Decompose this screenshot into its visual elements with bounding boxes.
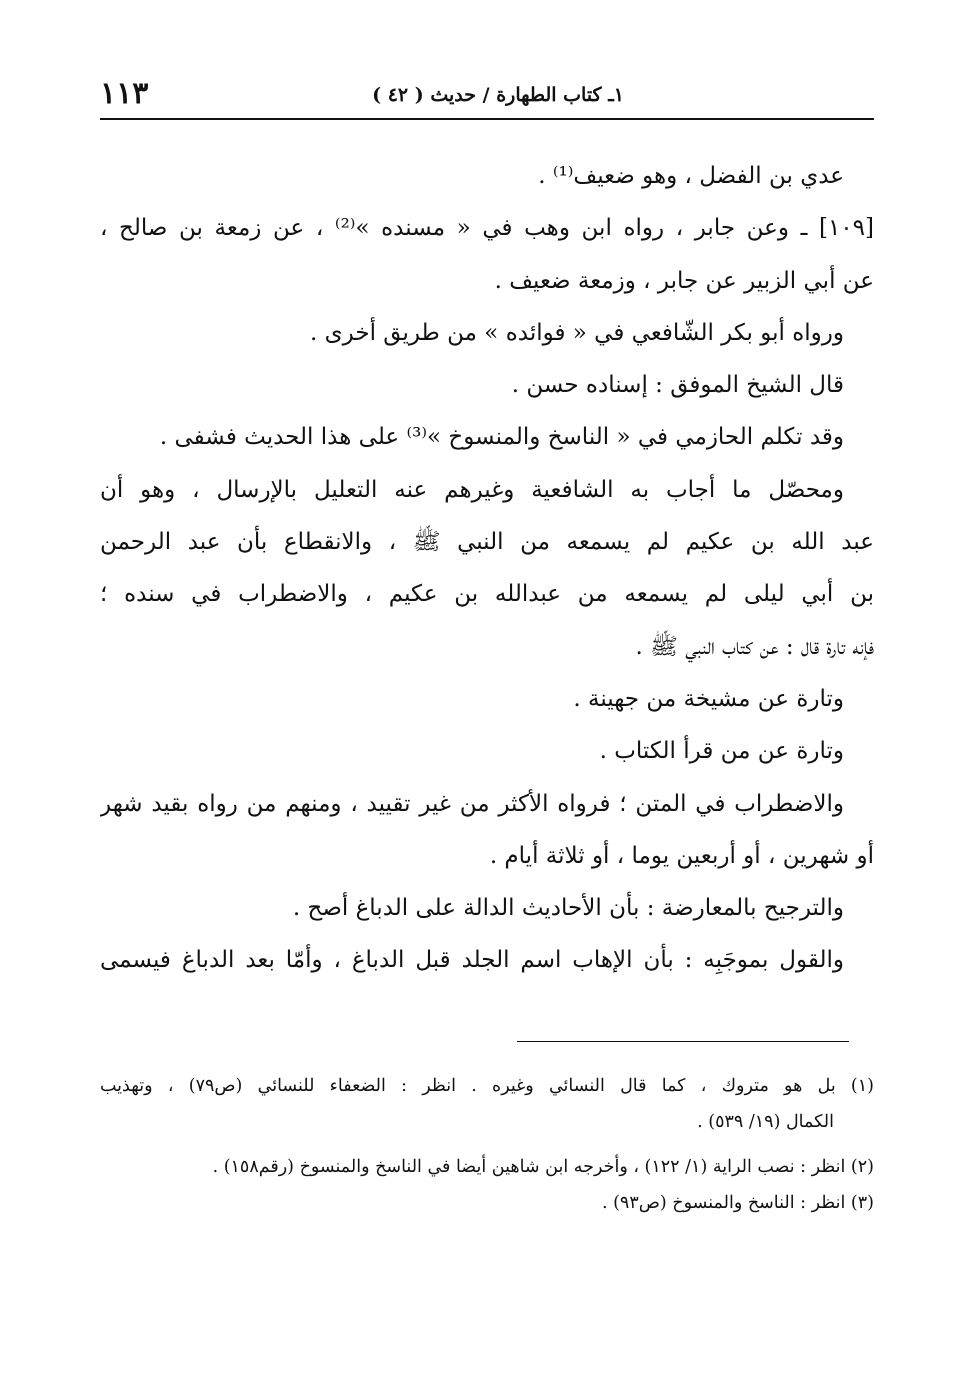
footnote-2: (٢) انظر : نصب الراية (١/ ١٢٢) ، وأخرجه ابن شاهين أيضا في الناسخ والمنسوخ (رقم١٥٨) .	[212, 1157, 874, 1177]
text-line: [١٠٩] ـ وعن جابر ، رواه ابن وهب في « مسنده »⁽²⁾ ، عن زمعة بن صالح ،	[100, 215, 874, 242]
text-line: قال الشيخ الموفق : إسناده حسن .	[511, 372, 844, 399]
text-line: بن أبي ليلى لم يسمعه من عبدالله بن عكيم ، والاضطراب في سنده ؛	[100, 581, 874, 608]
running-head: ١ـ كتاب الطهارة / حديث ( ٤٢ )	[372, 84, 624, 106]
text-line: وتارة عن من قرأ الكتاب .	[599, 738, 844, 765]
footnotes	[100, 1068, 874, 1221]
text-line: أو شهرين ، أو أربعين يوما ، أو ثلاثة أيام .	[489, 842, 874, 869]
page-number: ١١٣	[100, 76, 149, 111]
text-line: وتارة عن مشيخة من جهينة .	[573, 685, 844, 712]
text-line: فإنه تارة قال : عن كتاب النبي ﷺ .	[635, 633, 874, 660]
text-line: عدي بن الفضل ، وهو ضعيف⁽¹⁾ .	[538, 163, 844, 189]
text-line: والقول بموجَبِه : بأن الإهاب اسم الجلد قبل الدباغ ، وأمّا بعد الدباغ فيسمى	[100, 947, 844, 974]
text-line: عن أبي الزبير عن جابر ، وزمعة ضعيف .	[494, 267, 874, 294]
footnote-divider	[517, 1041, 849, 1042]
text-line: ورواه أبو بكر الشّافعي في « فوائده » من طريق أخرى .	[310, 319, 844, 346]
footnote-1: (١) بل هو متروك ، كما قال النسائي وغيره . انظر : الضعفاء للنسائي (ص٧٩) ، وتهذيب	[100, 1076, 874, 1096]
footnote-3: (٣) انظر : الناسخ والمنسوخ (ص٩٣) .	[601, 1193, 874, 1213]
body-text	[100, 150, 874, 987]
text-line: والاضطراب في المتن ؛ فرواه الأكثر من غير تقييد ، ومنهم من رواه بقيد شهر	[100, 790, 844, 817]
text-line: عبد الله بن عكيم لم يسمعه من النبي ﷺ ، والانقطاع بأن عبد الرحمن	[100, 529, 874, 556]
page-header	[100, 72, 874, 120]
footnote-1-continuation: الكمال (١٩/ ٥٣٩) .	[697, 1112, 834, 1132]
text-line: والترجيح بالمعارضة : بأن الأحاديث الدالة على الدباغ أصح .	[292, 895, 844, 922]
text-line: ومحصّل ما أجاب به الشافعية وغيرهم عنه التعليل بالإرسال ، وهو أن	[100, 476, 844, 503]
text-line: وقد تكلم الحازمي في « الناسخ والمنسوخ »⁽³⁾ على هذا الحديث فشفى .	[159, 424, 844, 451]
